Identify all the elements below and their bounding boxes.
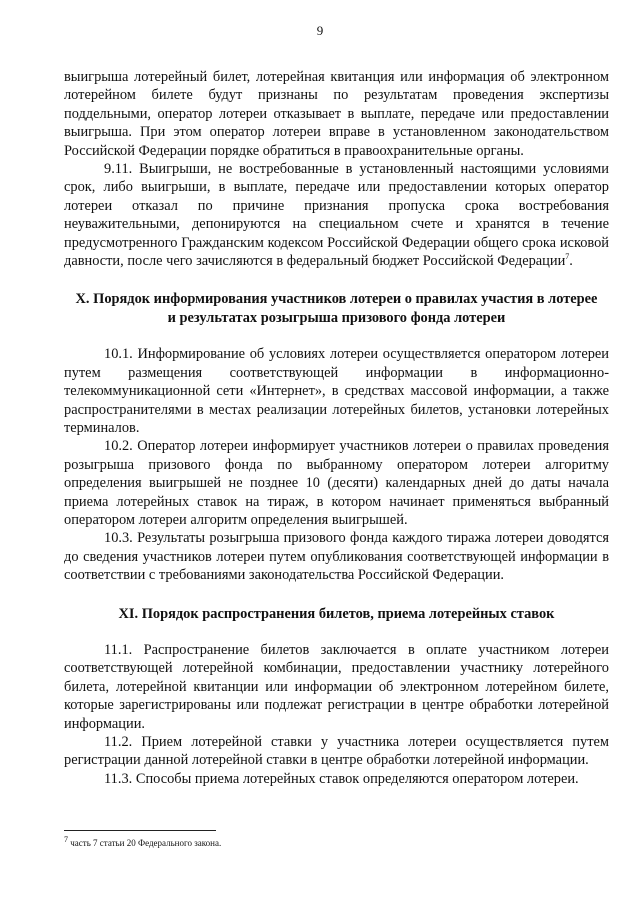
paragraph-9-11: 9.11. Выигрыши, не востребованные в установленный настоящими условиями срок, либо выигрыши, в выплате, передаче или предоставлении которых оператор лотереи отказал по причине признания пропуска срока востребования неуважительными, депонируются на специальном счете и хранятся в течение предусмотренного Гражданским кодексом Российской Федерации общего срока исковой давности, после чего зачисляются в федеральный бюджет Российской Федерации$^7$. — [64, 161, 609, 270]
footnote — [64, 835, 222, 848]
paragraph-11-2: 11.2. Прием лотерейной ставки у участника лотереи осуществляется путем регистрации данной лотерейной ставки в центре обработки лотерейной информации. — [64, 734, 609, 769]
section-x-heading-line1: X. Порядок информирования участников лотереи о правилах участия в лотерее — [75, 291, 598, 308]
section-x-heading-line2: и результатах розыгрыша призового фонда лотереи — [167, 309, 506, 326]
section-xi-heading: XI. Порядок распространения билетов, приема лотерейных ставок — [118, 605, 555, 622]
page-number: 9 — [316, 23, 324, 38]
section-x-heading — [64, 290, 609, 327]
footnote-number: 7 — [64, 835, 68, 844]
paragraph-11-3: 11.3. Способы приема лотерейных ставок определяются оператором лотереи. — [104, 770, 579, 787]
footnote-reference[interactable]: 7 — [565, 252, 570, 262]
continuation-paragraph: выигрыша лотерейный билет, лотерейная квитанция или информация об электронном лотерейном билете будут признаны по результатам проведения экспертизы поддельными, оператор лотереи отказывает в выплате, передаче или предоставлении выигрыша. При этом оператор лотереи вправе в установленном законодательством Российской Федерации порядке обратиться в правоохранительные органы. — [64, 69, 609, 159]
paragraph-10-2: 10.2. Оператор лотереи информирует участников лотереи о правилах проведения розыгрыша призового фонда по выбранному оператором лотереи алгоритму определения выигрышей не позднее 10 (десяти) календарных дней до даты начала приема лотерейных ставок на тираж, в котором начинает применяться выбранный оператором лотереи алгоритм определения выигрышей. — [64, 438, 609, 528]
page-body — [64, 68, 609, 788]
paragraph-10-3: 10.3. Результаты розыгрыша призового фонда каждого тиража лотереи доводятся до сведения участников лотереи путем опубликования соответствующей информации в соответствии с требованиями законодательства Российской Федерации. — [64, 530, 609, 584]
paragraph-9-11-text: 9.11. Выигрыши, не востребованные в установленный настоящими условиями срок, либо выигрыши, в выплате, передаче или предоставлении которых оператор лотереи отказал по причине признания пропуска срока востребования неуважительными, депонируются на специальном счете и хранятся в течение предусмотренного Гражданским кодексом Российской Федерации общего срока исковой давности, после чего зачисляются в федеральный бюджет Российской Федерации — [64, 161, 609, 270]
footnote-text: часть 7 статьи 20 Федерального закона. — [70, 838, 222, 848]
paragraph-10-1: 10.1. Информирование об условиях лотереи осуществляется оператором лотереи путем размещения соответствующей информации в информационно-телекоммуникационной сети «Интернет», в средствах массовой информации, а также распространителями в местах реализации лотерейных билетов, установки лотерейных терминалов. — [64, 346, 609, 436]
footnote-separator — [64, 830, 216, 831]
paragraph-11-1: 11.1. Распространение билетов заключается в оплате участником лотереи соответствующей лотерейной комбинации, предоставлении участнику лотерейного билета, лотерейной квитанции или информации об электронном лотерейном билете, которые зарегистрированы или подлежат регистрации в центре обработки лотерейной информации. — [64, 641, 609, 732]
